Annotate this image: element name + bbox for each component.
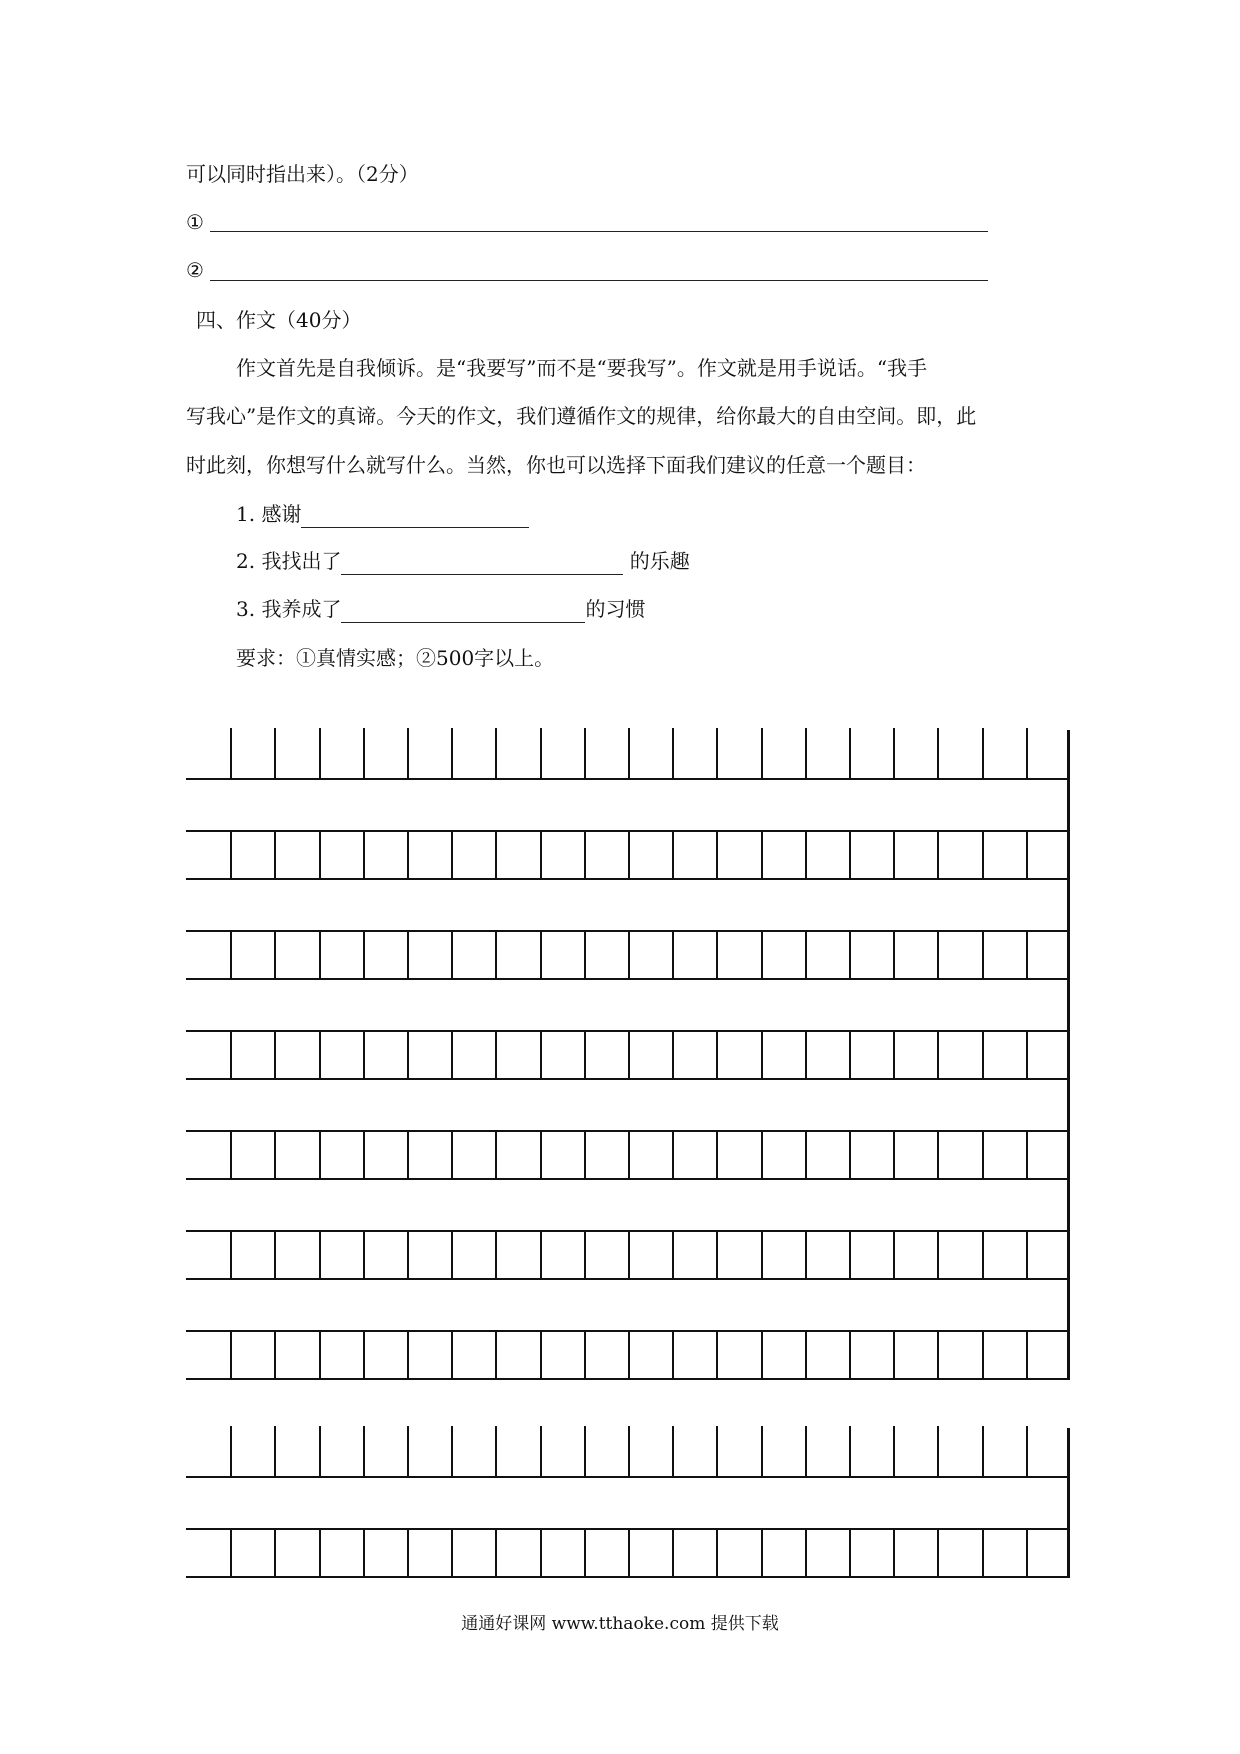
grid-cell[interactable] (672, 1330, 674, 1380)
grid-cell[interactable] (628, 728, 630, 778)
grid-cell[interactable] (937, 1130, 939, 1180)
composition-grid-1 (186, 730, 1070, 1380)
grid-cell[interactable] (982, 728, 984, 778)
grid-cell[interactable] (540, 728, 542, 778)
grid-cell[interactable] (761, 1528, 763, 1578)
grid-cell[interactable] (274, 1426, 276, 1476)
grid-cell[interactable] (407, 1230, 409, 1280)
grid-cell[interactable] (230, 1330, 232, 1380)
grid-cell[interactable] (584, 1030, 586, 1080)
grid-cell[interactable] (761, 1426, 763, 1476)
grid-cell[interactable] (672, 930, 674, 980)
grid-cell[interactable] (716, 1130, 718, 1180)
grid-cell[interactable] (849, 830, 851, 880)
intro-line-1: 作文首先是自我倾诉。是“我要写”而不是“要我写”。作文就是用手说话。“我手 (236, 356, 928, 380)
grid-cell[interactable] (407, 1528, 409, 1578)
grid-cell[interactable] (451, 1426, 453, 1476)
grid-cell[interactable] (937, 1230, 939, 1280)
topic-3-prefix: 3. 我养成了 (236, 597, 342, 621)
grid-cell[interactable] (716, 728, 718, 778)
grid-cell[interactable] (274, 728, 276, 778)
grid-cell[interactable] (761, 1130, 763, 1180)
grid-cell[interactable] (540, 1230, 542, 1280)
grid-cell[interactable] (230, 930, 232, 980)
grid-cell[interactable] (319, 1130, 321, 1180)
answer-marker-2: ② (186, 258, 204, 282)
grid-cell[interactable] (495, 1528, 497, 1578)
grid-cell[interactable] (451, 728, 453, 778)
grid-cell[interactable] (540, 1330, 542, 1380)
grid-cell[interactable] (274, 1230, 276, 1280)
topic-3-suffix: 的习惯 (585, 597, 646, 621)
grid-cell[interactable] (274, 1030, 276, 1080)
composition-grid-2-row (186, 1428, 1070, 1478)
grid-cell[interactable] (849, 1230, 851, 1280)
grid-cell[interactable] (937, 1528, 939, 1578)
intro-line-2: 写我心”是作文的真谛。今天的作文，我们遵循作文的规律，给你最大的自由空间。即，此 (186, 404, 977, 428)
grid-cell[interactable] (716, 830, 718, 880)
grid-cell[interactable] (495, 1426, 497, 1476)
grid-cell[interactable] (672, 830, 674, 880)
grid-cell[interactable] (849, 1130, 851, 1180)
grid-cell[interactable] (495, 1230, 497, 1280)
grid-cell[interactable] (584, 930, 586, 980)
grid-cell[interactable] (716, 1426, 718, 1476)
grid-cell[interactable] (584, 1130, 586, 1180)
grid-cell[interactable] (982, 1130, 984, 1180)
grid-cell[interactable] (937, 930, 939, 980)
composition-grid-1-row (186, 1330, 1070, 1380)
grid-cell[interactable] (893, 1330, 895, 1380)
topic-2-prefix: 2. 我找出了 (236, 549, 342, 573)
grid-cell[interactable] (319, 1330, 321, 1380)
grid-cell[interactable] (1026, 1528, 1028, 1578)
grid-cell[interactable] (363, 728, 365, 778)
composition-grid-1-right-border (1067, 730, 1070, 1380)
grid-cell[interactable] (230, 1030, 232, 1080)
grid-cell[interactable] (893, 1528, 895, 1578)
topic-2-blank[interactable] (341, 552, 623, 575)
grid-cell[interactable] (584, 830, 586, 880)
composition-grid-2-right-border (1067, 1428, 1070, 1578)
grid-cell[interactable] (628, 1528, 630, 1578)
grid-cell[interactable] (849, 930, 851, 980)
grid-cell[interactable] (1026, 830, 1028, 880)
grid-cell[interactable] (540, 1528, 542, 1578)
grid-cell[interactable] (982, 1426, 984, 1476)
composition-grid-1-row (186, 730, 1070, 780)
intro-line-3: 时此刻，你想写什么就写什么。当然，你也可以选择下面我们建议的任意一个题目： (186, 453, 926, 477)
grid-cell[interactable] (584, 1230, 586, 1280)
grid-cell[interactable] (495, 728, 497, 778)
grid-cell[interactable] (363, 930, 365, 980)
grid-cell[interactable] (805, 1528, 807, 1578)
grid-cell[interactable] (363, 1330, 365, 1380)
grid-cell[interactable] (495, 930, 497, 980)
grid-cell[interactable] (407, 1130, 409, 1180)
grid-cell[interactable] (805, 1030, 807, 1080)
grid-cell[interactable] (849, 1528, 851, 1578)
grid-cell[interactable] (540, 1130, 542, 1180)
grid-cell[interactable] (982, 830, 984, 880)
grid-cell[interactable] (761, 728, 763, 778)
grid-cell[interactable] (805, 1230, 807, 1280)
grid-cell[interactable] (451, 1130, 453, 1180)
grid-cell[interactable] (672, 1130, 674, 1180)
grid-cell[interactable] (628, 1330, 630, 1380)
grid-cell[interactable] (628, 1426, 630, 1476)
grid-cell[interactable] (363, 830, 365, 880)
topic-1-blank[interactable] (301, 505, 529, 528)
grid-cell[interactable] (274, 1130, 276, 1180)
topic-3-blank[interactable] (341, 600, 585, 623)
grid-cell[interactable] (363, 1230, 365, 1280)
grid-cell[interactable] (982, 1528, 984, 1578)
grid-cell[interactable] (761, 1230, 763, 1280)
grid-cell[interactable] (893, 930, 895, 980)
grid-cell[interactable] (893, 1130, 895, 1180)
grid-cell[interactable] (937, 1426, 939, 1476)
grid-cell[interactable] (319, 1426, 321, 1476)
grid-cell[interactable] (937, 1330, 939, 1380)
topic-2 (236, 547, 690, 575)
grid-cell[interactable] (495, 1130, 497, 1180)
topic-2-suffix: 的乐趣 (623, 549, 690, 573)
grid-cell[interactable] (584, 1330, 586, 1380)
answer-marker-1: ① (186, 210, 204, 234)
composition-grid-1-row (186, 830, 1070, 880)
grid-cell[interactable] (672, 728, 674, 778)
grid-cell[interactable] (274, 930, 276, 980)
footer-credit: 通通好课网 www.tthaoke.com 提供下载 (461, 1614, 779, 1634)
grid-cell[interactable] (540, 830, 542, 880)
grid-cell[interactable] (628, 830, 630, 880)
grid-cell[interactable] (805, 830, 807, 880)
grid-cell[interactable] (716, 1528, 718, 1578)
grid-cell[interactable] (716, 1030, 718, 1080)
grid-cell[interactable] (495, 830, 497, 880)
grid-cell[interactable] (672, 1426, 674, 1476)
grid-cell[interactable] (849, 728, 851, 778)
grid-cell[interactable] (982, 1230, 984, 1280)
grid-cell[interactable] (230, 1528, 232, 1578)
grid-cell[interactable] (495, 1030, 497, 1080)
grid-cell[interactable] (628, 1230, 630, 1280)
answer-line-2[interactable] (210, 280, 988, 281)
grid-cell[interactable] (363, 1426, 365, 1476)
grid-cell[interactable] (319, 930, 321, 980)
grid-cell[interactable] (363, 1130, 365, 1180)
grid-cell[interactable] (761, 1330, 763, 1380)
grid-cell[interactable] (1026, 728, 1028, 778)
grid-cell[interactable] (849, 1426, 851, 1476)
grid-cell[interactable] (319, 728, 321, 778)
topic-1 (236, 500, 529, 528)
grid-cell[interactable] (584, 1426, 586, 1476)
grid-cell[interactable] (363, 1030, 365, 1080)
grid-cell[interactable] (1026, 1426, 1028, 1476)
grid-cell[interactable] (540, 1426, 542, 1476)
grid-cell[interactable] (584, 728, 586, 778)
grid-cell[interactable] (805, 1426, 807, 1476)
grid-cell[interactable] (451, 1330, 453, 1380)
composition-grid-2-row (186, 1528, 1070, 1578)
grid-cell[interactable] (407, 830, 409, 880)
grid-cell[interactable] (982, 1330, 984, 1380)
grid-cell[interactable] (937, 728, 939, 778)
grid-cell[interactable] (230, 1130, 232, 1180)
grid-cell[interactable] (1026, 1030, 1028, 1080)
grid-cell[interactable] (716, 930, 718, 980)
grid-cell[interactable] (982, 1030, 984, 1080)
grid-cell[interactable] (230, 728, 232, 778)
grid-cell[interactable] (893, 1030, 895, 1080)
grid-cell[interactable] (805, 930, 807, 980)
grid-cell[interactable] (893, 1426, 895, 1476)
grid-cell[interactable] (407, 1030, 409, 1080)
grid-cell[interactable] (716, 1230, 718, 1280)
grid-cell[interactable] (451, 830, 453, 880)
grid-cell[interactable] (805, 728, 807, 778)
grid-cell[interactable] (805, 1130, 807, 1180)
grid-cell[interactable] (319, 830, 321, 880)
grid-cell[interactable] (584, 1528, 586, 1578)
grid-cell[interactable] (274, 1528, 276, 1578)
topic-3 (236, 595, 645, 623)
grid-cell[interactable] (893, 1230, 895, 1280)
grid-cell[interactable] (319, 1230, 321, 1280)
section-title: 四、作文（40分） (196, 308, 362, 332)
grid-cell[interactable] (628, 1130, 630, 1180)
grid-cell[interactable] (451, 930, 453, 980)
grid-cell[interactable] (849, 1330, 851, 1380)
composition-grid-1-row (186, 930, 1070, 980)
grid-cell[interactable] (407, 1426, 409, 1476)
grid-cell[interactable] (805, 1330, 807, 1380)
composition-grid-1-row (186, 1030, 1070, 1080)
grid-cell[interactable] (1026, 1130, 1028, 1180)
requirements: 要求：①真情实感；②500字以上。 (236, 646, 555, 670)
grid-cell[interactable] (982, 930, 984, 980)
grid-cell[interactable] (540, 930, 542, 980)
grid-cell[interactable] (937, 1030, 939, 1080)
composition-grid-2 (186, 1428, 1070, 1578)
grid-cell[interactable] (937, 830, 939, 880)
grid-cell[interactable] (672, 1230, 674, 1280)
grid-cell[interactable] (451, 1528, 453, 1578)
grid-cell[interactable] (628, 1030, 630, 1080)
grid-cell[interactable] (761, 830, 763, 880)
grid-cell[interactable] (849, 1030, 851, 1080)
grid-cell[interactable] (451, 1230, 453, 1280)
grid-cell[interactable] (495, 1330, 497, 1380)
grid-cell[interactable] (230, 1426, 232, 1476)
grid-cell[interactable] (893, 728, 895, 778)
grid-cell[interactable] (407, 930, 409, 980)
grid-cell[interactable] (672, 1528, 674, 1578)
grid-cell[interactable] (761, 1030, 763, 1080)
grid-cell[interactable] (407, 728, 409, 778)
grid-cell[interactable] (628, 930, 630, 980)
grid-cell[interactable] (451, 1030, 453, 1080)
grid-cell[interactable] (893, 830, 895, 880)
grid-cell[interactable] (319, 1030, 321, 1080)
grid-cell[interactable] (230, 830, 232, 880)
composition-grid-1-row (186, 1130, 1070, 1180)
answer-line-1[interactable] (210, 231, 988, 232)
grid-cell[interactable] (274, 830, 276, 880)
grid-cell[interactable] (672, 1030, 674, 1080)
grid-cell[interactable] (1026, 1330, 1028, 1380)
grid-cell[interactable] (274, 1330, 276, 1380)
grid-cell[interactable] (1026, 1230, 1028, 1280)
question-tail: 可以同时指出来）。（2分） (186, 162, 419, 186)
grid-cell[interactable] (540, 1030, 542, 1080)
grid-cell[interactable] (716, 1330, 718, 1380)
grid-cell[interactable] (1026, 930, 1028, 980)
grid-cell[interactable] (230, 1230, 232, 1280)
grid-cell[interactable] (363, 1528, 365, 1578)
grid-cell[interactable] (407, 1330, 409, 1380)
grid-cell[interactable] (319, 1528, 321, 1578)
grid-cell[interactable] (761, 930, 763, 980)
composition-grid-1-row (186, 1230, 1070, 1280)
topic-1-prefix: 1. 感谢 (236, 502, 302, 526)
